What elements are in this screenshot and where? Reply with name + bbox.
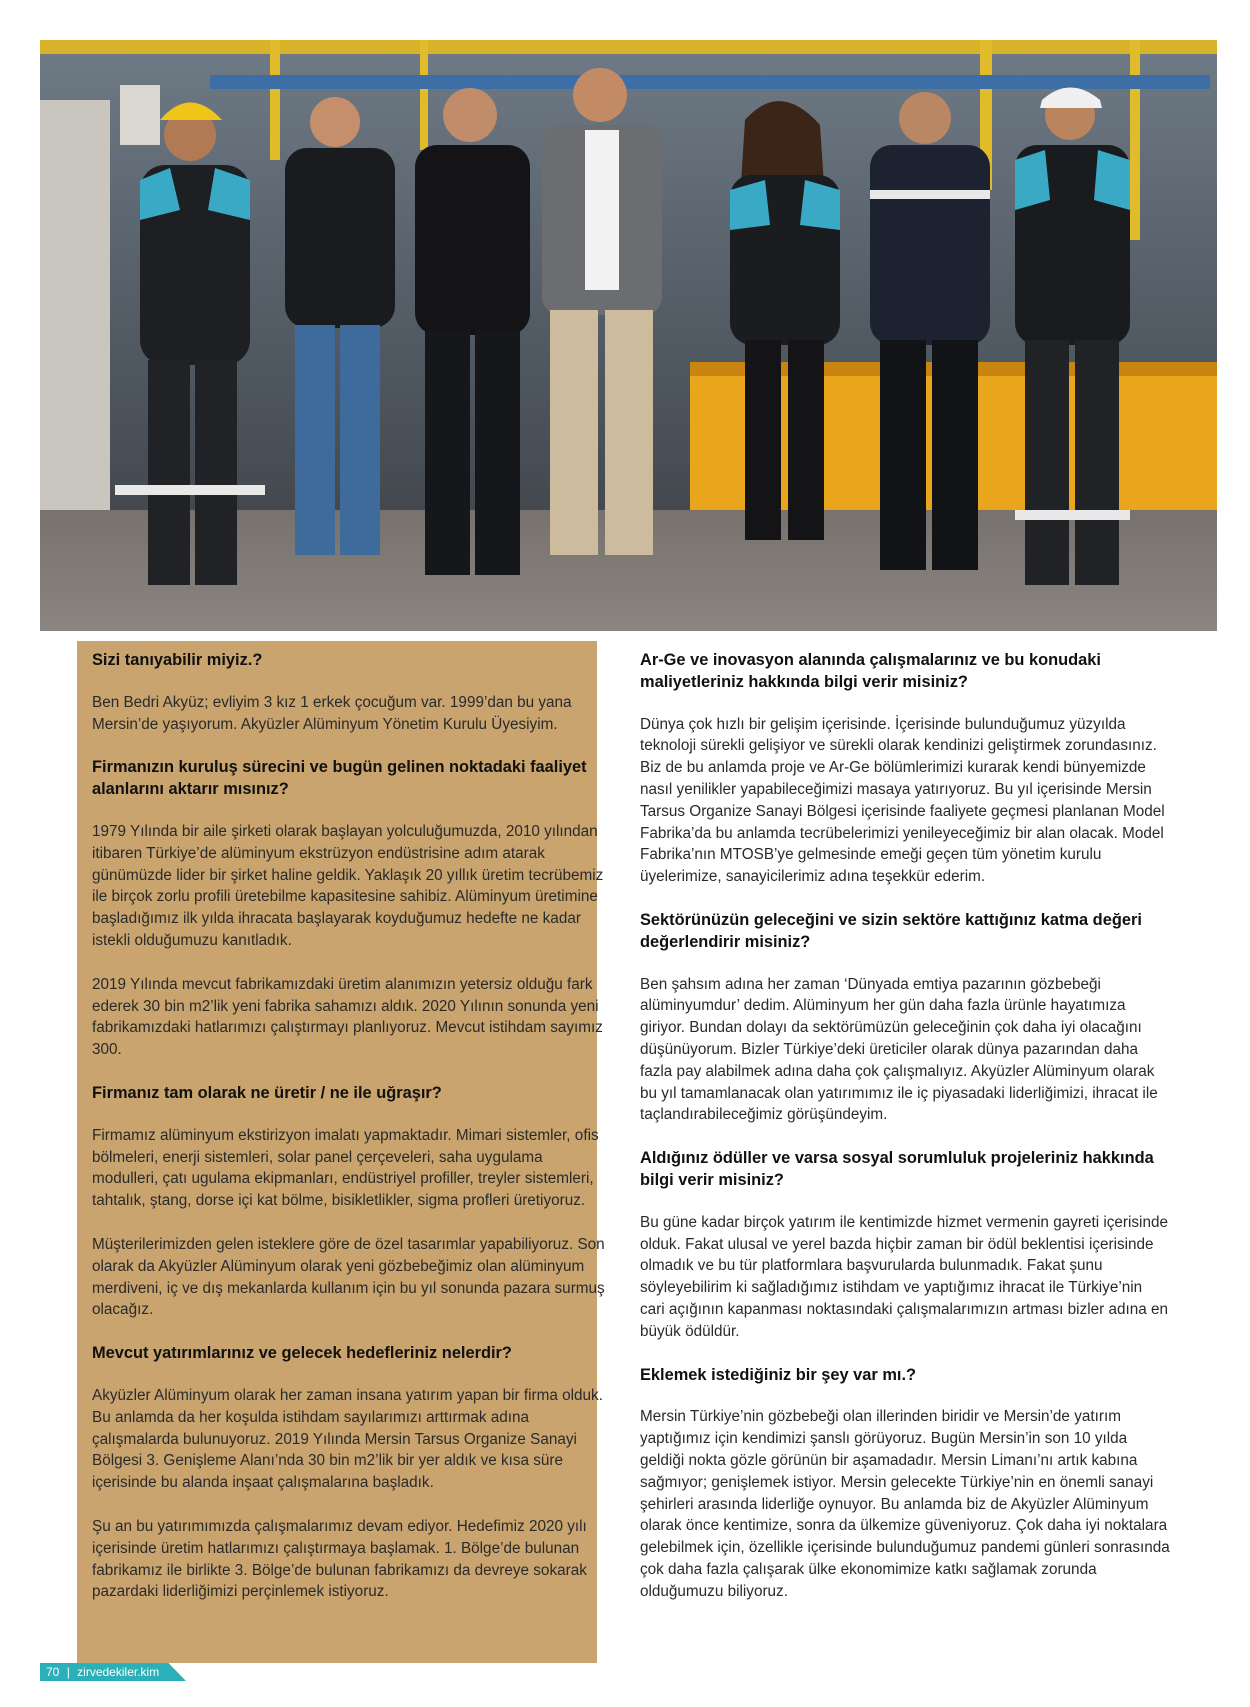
question-heading: Mevcut yatırımlarınız ve gelecek hedefleriniz nelerdir? (92, 1344, 512, 1363)
question-heading: Firmanızın kuruluş sürecini ve bugün gelinen noktadaki faaliyet alanlarını aktarır mısınız? (92, 758, 587, 799)
footer-site: zirvedekiler.kim (77, 1665, 160, 1679)
answer-paragraph: 1979 Yılında bir aile şirketi olarak başlayan yolculuğumuzda, 2010 yılından itibaren Türkiye’de alüminyum ekstrüzyon endüstrisine adım atarak günümüzde lider bir şirket haline geldik. Yaklaşık 20 yıllık üretim tecrübemiz ile birçok zorlu profili üretebilme kapasitesine sahibiz. Alüminyum üretimine başladığımız ilk yılda ihracata başlayarak koyduğumuz hedefte ne kadar istekli olduğumuzu kanıtladık. (92, 822, 604, 949)
question-heading: Ar-Ge ve inovasyon alanında çalışmalarınız ve bu konudaki maliyetleriniz hakkında bilgi verir misiniz? (640, 651, 1101, 691)
right-column (640, 650, 1170, 1624)
page-footer (40, 1663, 186, 1681)
page-number: 70 (46, 1665, 60, 1679)
answer-paragraph: Bu güne kadar birçok yatırım ile kentimizde hizmet vermenin gayreti içerisinde olduk. Fakat ulusal ve yerel bazda hiçbir zaman bir ödül beklentisi içerisinde olmadık ve bu tür platformlara başvurularda bulunmadık. Fakat şunu söyleyebilirim ki sağladığımız istihdam ve yaptığımız ihracat ile Türkiye’nin cari açığının kapanması noktasındaki çalışmalarımızın artması bizler adına en büyük ödüldür. (640, 1213, 1168, 1340)
answer-paragraph: 2019 Yılında mevcut fabrikamızdaki üretim alanımızın yetersiz olduğu fark ederek 30 bin m2’lik yeni fabrika sahamızı aldık. 2020 Yılının sonunda yeni fabrikamızdaki hatlarımızı çalıştırmayı planlıyoruz. Mevcut istihdam sayımız 300. (92, 975, 603, 1059)
left-column (92, 650, 608, 1625)
group-photo (40, 40, 1217, 631)
answer-paragraph: Ben Bedri Akyüz; evliyim 3 kız 1 erkek çocuğum var. 1999’dan bu yana Mersin’de yaşıyorum. Akyüzler Alüminyum Yönetim Kurulu Üyesiyim. (92, 693, 572, 733)
answer-paragraph: Dünya çok hızlı bir gelişim içerisinde. İçerisinde bulunduğumuz yüzyılda teknoloji sürekli gelişiyor ve sürekli olarak kendinizi geliştirmek zorundasınız. Biz de bu anlamda proje ve Ar-Ge bölümlerimizi kurarak kendi bünyemizde nasıl yenilikler yapabileceğimizi masaya yatırıyoruz. Bu yıl içerisinde Mersin Tarsus Organize Sanayi Bölgesi içerisinde faaliyete geçmesi planlanan Model Fabrika’da bu anlamda tecrübelerimizi yenileyeceğimiz bir alan olacak. Model Fabrika’nın MTOSB’ye gelmesinde emeği geçen tüm yönetim kurulu üyelerimize, sanayicilerimiz adına teşekkür ederim. (640, 715, 1165, 886)
question-heading: Sizi tanıyabilir miyiz.? (92, 651, 263, 669)
factory-photo-illustration (40, 40, 1217, 631)
answer-paragraph: Şu an bu yatırımımızda çalışmalarımız devam ediyor. Hedefimiz 2020 yılı içerisinde üretim hatlarımızı çalıştırmaya başlamak. 1. Bölge’de bulunan fabrikamız ile birlikte 3. Bölge’de bulunan fabrikamızı da devreye sokarak pazardaki liderliğimizi perçinlemek istiyoruz. (92, 1517, 587, 1601)
question-heading: Firmanız tam olarak ne üretir / ne ile uğraşır? (92, 1083, 442, 1102)
question-heading: Aldığınız ödüller ve varsa sosyal sorumluluk projeleriniz hakkında bilgi verir misiniz? (640, 1149, 1154, 1189)
answer-paragraph: Mersin Türkiye’nin gözbebeği olan illerinden biridir ve Mersin’de yatırım yaptığımız için kendimizi şanslı görüyoruz. Bugün Mersin’in son 10 yılda geldiği nokta gözle görünün bir aşamadadır. Mersin Limanı’nı artık kabına sağmıyor; genişlemek istiyor. Mersin gelecekte Türkiye’nin en önemli sanayi şehirleri arasında liderliğe oynuyor. Bu anlamda biz de Akyüzler Alüminyum olarak önce kentimize, sonra da ülkemize güveniyoruz. Çok daha iyi noktalara gelebilmek için, özellikle içerisinde bulunduğumuz pandemi günleri sonrasında çok daha fazla çalışarak ülke ekonomimize katkı sağlamak zorunda olduğumuzu biliyoruz. (640, 1408, 1170, 1600)
answer-paragraph: Müşterilerimizden gelen isteklere göre de özel tasarımlar yapabiliyoruz. Son olarak da Akyüzler Alüminyum olarak yeni gözbebeğimiz olan alüminyum merdiveni, iç ve dış mekanlarda kullanım için bu yıl sonunda pazara surmuş olacağız. (92, 1235, 605, 1319)
question-heading: Sektörünüzün geleceğini ve sizin sektöre kattığınız katma değeri değerlendirir misiniz? (640, 910, 1142, 951)
answer-paragraph: Ben şahsım adına her zaman ‘Dünyada emtiya pazarının gözbebeği alüminyumdur’ dedim. Alüminyum her gün daha fazla ürünle hayatımıza giriyor. Bundan dolayı da sektörümüzün geleceğinin çok daha iyi olacağını düşünüyorum. Bizler Türkiye’deki üreticiler olarak dünya pazarından daha fazla pay alabilmek adına daha çok çalışmalıyız. Akyüzler Alüminyum olarak bu yıl tamamlanacak olan yatırımımız ile iç piyasadaki liderliğimizi, ihracat ile taçlandırabileceğimiz görüşündeyim. (640, 975, 1158, 1124)
answer-paragraph: Firmamız alüminyum ekstirizyon imalatı yapmaktadır. Mimari sistemler, ofis bölmeleri, enerji sistemleri, solar panel çerçeveleri, saha uygulama modulleri, çatı ugulama ekipmanları, endüstriyel profiller, treyler sistemleri, tahtalık, ştang, dorse içi kat bölme, bisikletlikler, sigma profleri üretiyoruz. (92, 1126, 599, 1210)
footer-separator: | (66, 1665, 70, 1679)
question-heading: Eklemek istediğiniz bir şey var mı.? (640, 1365, 917, 1384)
answer-paragraph: Akyüzler Alüminyum olarak her zaman insana yatırım yapan bir firma olduk. Bu anlamda da her koşulda istihdam sayılarımızı arttırmak adına çalışmalarda bulunuyoruz. 2019 Yılında Mersin Tarsus Organize Sanayi Bölgesi 3. Genişleme Alanı’nda 30 bin m2’lik bir yer aldık ve kısa süre içerisinde bu alanda inşaat çalışmalarına başladık. (92, 1386, 603, 1492)
